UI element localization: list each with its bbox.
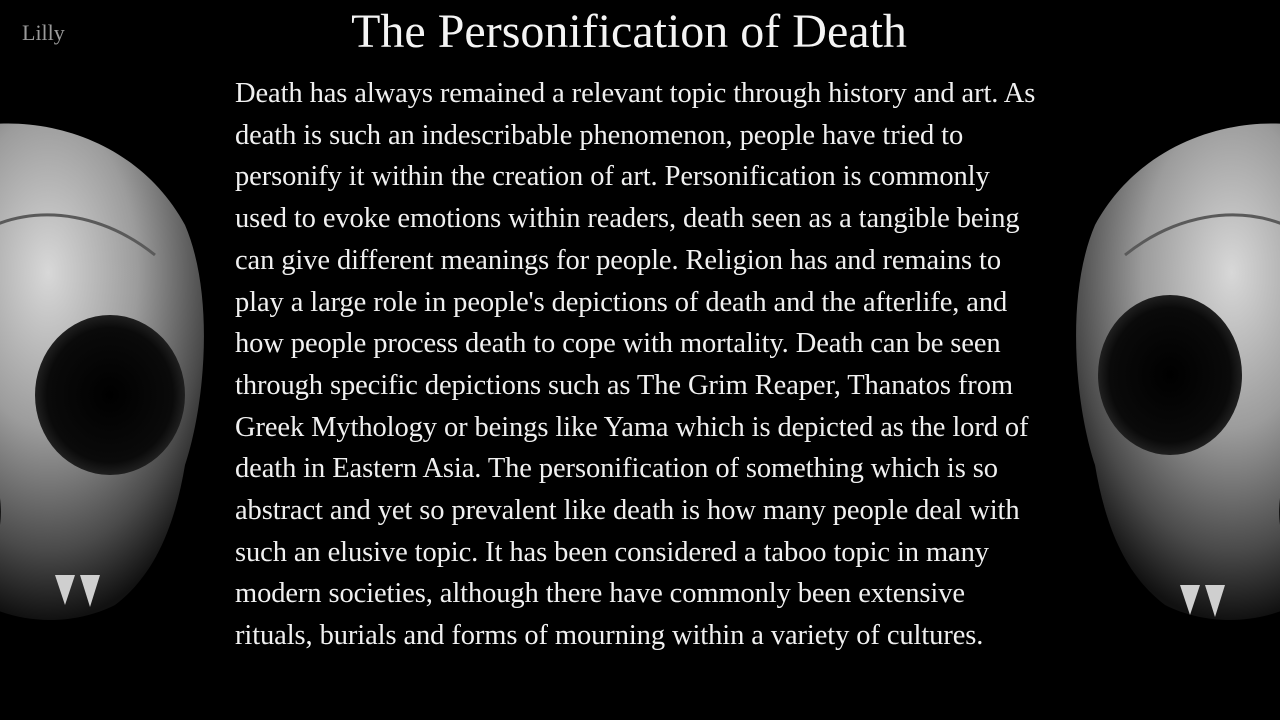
slide-title: The Personification of Death [351,5,907,58]
body-paragraph: Death has always remained a relevant topic through history and art. As death is such an indescribable phenomenon, people have tried to personify it within the creation of art. Personification is commonly used to evoke emotions within readers, death seen as a tangible being can give different meanings for people. Religion has and remains to play a large role in people's depictions of death and the afterlife, and how people process death to cope with mortality. Death can be seen through specific depictions such as The Grim Reaper, Thanatos from Greek Mythology or beings like Yama which is depicted as the lord of death in Eastern Asia. The personification of something which is so abstract and yet so prevalent like death is how many people deal with such an elusive topic. It has been considered a taboo topic in many modern societies, although there have commonly been extensive rituals, burials and forms of mourning within a variety of cultures. [235,78,1036,652]
skull-image-right [1075,105,1280,665]
skull-image-left [0,105,205,665]
author-name: Lilly [22,20,65,45]
